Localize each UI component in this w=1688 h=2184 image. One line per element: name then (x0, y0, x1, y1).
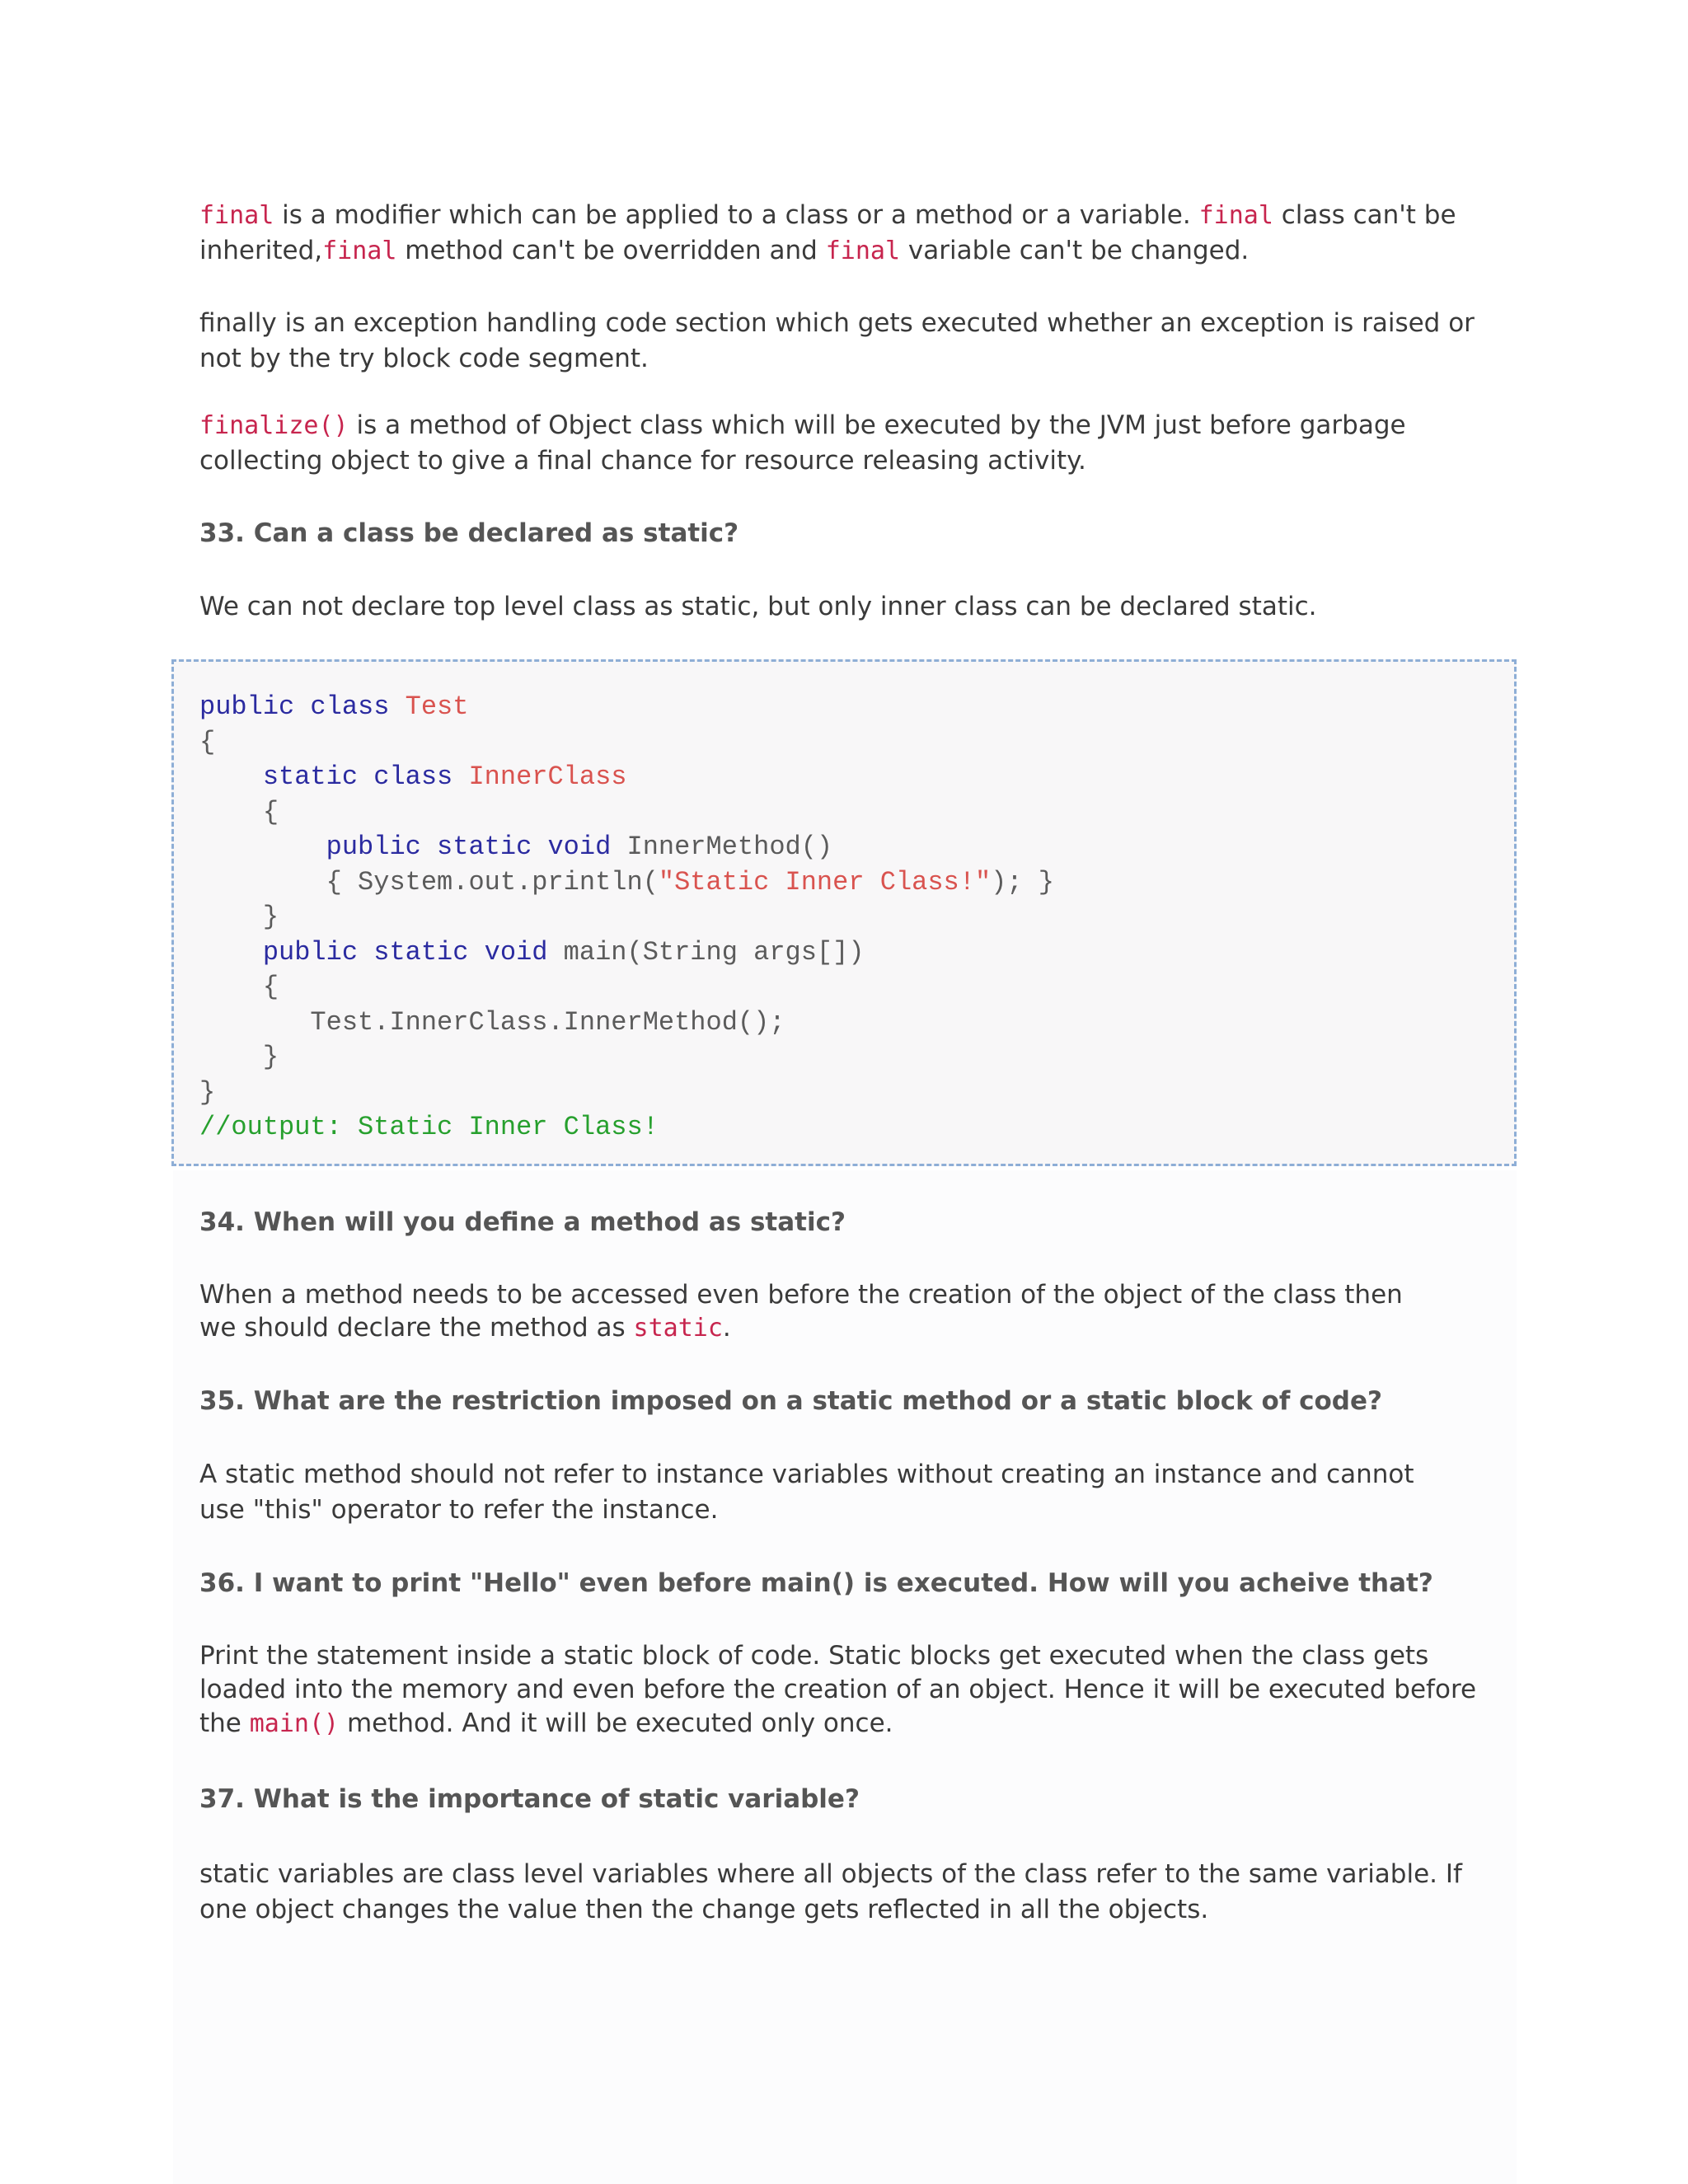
code-final: final (825, 237, 901, 265)
code-main: main() (249, 1708, 340, 1738)
code-final: final (322, 237, 397, 265)
code-text: InnerMethod() (626, 832, 833, 862)
code-line (199, 935, 1489, 971)
code-string: "Static Inner Class!" (658, 866, 992, 898)
text: is a modifier which can be applied to a class or a method or a variable. (274, 200, 1199, 230)
heading-q36: 36. I want to print "Hello" even before main() is executed. How will you acheive that? (199, 1568, 1433, 1598)
code-text: main(String args[]) (563, 936, 865, 968)
code-line (199, 865, 1489, 901)
text: variable can't be changed. (900, 236, 1250, 265)
answer-q35: A static method should not refer to instance variables without creating an instance and cannot use "this" operator to refer the instance. (199, 1459, 1414, 1525)
code-indent (199, 937, 263, 968)
code-line: { (199, 796, 279, 827)
code-keyword: public static void (262, 936, 564, 968)
code-text: ); } (991, 866, 1054, 898)
paragraph-finalize (199, 408, 1461, 479)
code-text: { System.out.println( (199, 866, 659, 898)
code-keyword: static class (262, 762, 469, 792)
text: is a method of Object class which will be executed by the JVM just before garbage collecting object to give a final chance for resource releasing activity. (199, 410, 1406, 476)
text: . (722, 1312, 731, 1343)
heading-q37: 37. What is the importance of static variable? (199, 1783, 860, 1814)
heading-q35: 35. What are the restriction imposed on a static method or a static block of code? (199, 1385, 1382, 1416)
code-indent (199, 762, 263, 792)
code-line: Test.InnerClass.InnerMethod(); (199, 1006, 785, 1038)
paragraph-final (199, 198, 1502, 269)
code-static: static (633, 1313, 723, 1343)
code-final: final (199, 201, 274, 230)
code-line (199, 830, 1489, 865)
code-line: { (199, 972, 279, 1002)
code-final: final (1198, 201, 1273, 230)
code-line (199, 760, 1489, 795)
code-line: } (199, 1076, 216, 1108)
code-line: } (199, 1042, 279, 1072)
code-block (171, 659, 1517, 1166)
answer-q34 (199, 1278, 1436, 1345)
code-line: { (199, 726, 216, 757)
answer-q36 (199, 1639, 1510, 1741)
text: class can't be inherited, (199, 200, 1456, 265)
code-keyword: public static void (326, 832, 627, 862)
code-indent (199, 832, 326, 862)
code-line: } (199, 902, 279, 932)
code-comment: //output: Static Inner Class! (199, 1112, 659, 1142)
text: Print the statement inside a static block of code. Static blocks get executed when the class gets loaded into the memory and even before the creation of an object. Hence it will be executed before the (199, 1640, 1477, 1738)
article-content (199, 198, 1518, 1928)
text: When a method needs to be accessed even before the creation of the object of the class then we should declare the method as (199, 1279, 1403, 1343)
answer-q37: static variables are class level variables where all objects of the class refer to the same variable. If one object changes the value then the change gets reflected in all the objects. (199, 1858, 1462, 1924)
code-finalize: finalize() (199, 411, 349, 440)
text: method. And it will be executed only once. (339, 1708, 893, 1738)
code-classname: InnerClass (468, 762, 627, 792)
code-line (199, 690, 1489, 725)
code-keyword: public class (199, 691, 406, 722)
paragraph-finally: finally is an exception handling code section which gets executed whether an exception is raised or not by the try block code segment. (199, 308, 1475, 373)
code-classname: Test (405, 691, 469, 722)
text: method can't be overridden and (396, 236, 826, 265)
heading-q34: 34. When will you define a method as static? (199, 1207, 846, 1237)
heading-q33: 33. Can a class be declared as static? (199, 518, 739, 548)
answer-q33: We can not declare top level class as static, but only inner class can be declared static. (199, 592, 1317, 621)
